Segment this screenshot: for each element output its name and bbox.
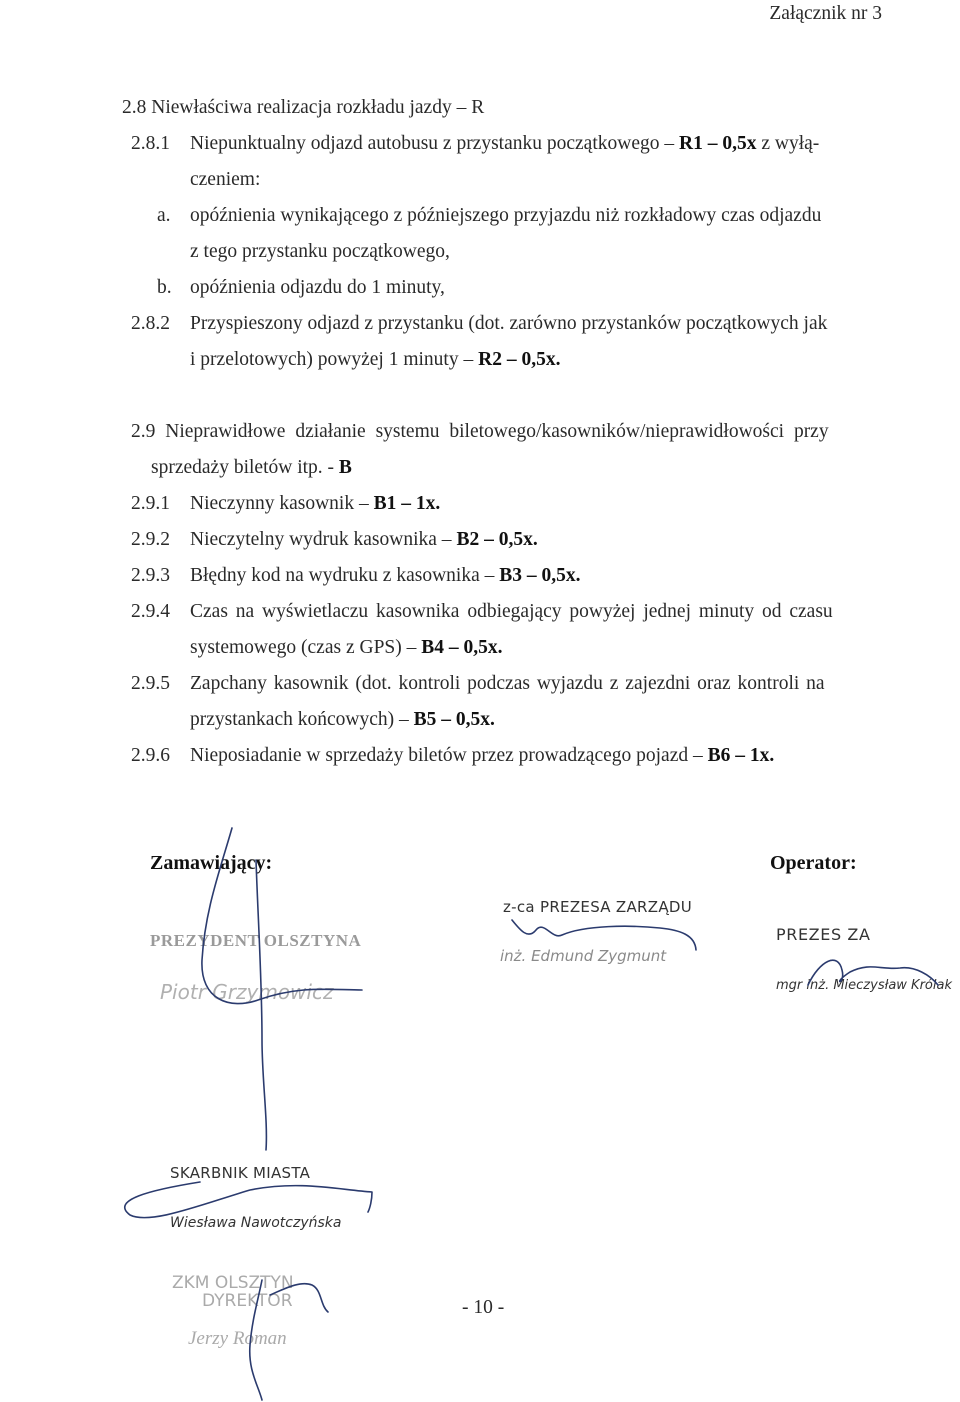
section-2-8-heading: 2.8 Niewłaściwa realizacja rozkładu jazdy – R (122, 97, 485, 118)
stamp-prezes-name: mgr inż. Mieczysław Królak (776, 978, 952, 993)
item-2-9-4-line2: systemowego (czas z GPS) – B4 – 0,5x. (190, 637, 503, 658)
stamp-vice-president: z-ca PREZESA ZARZĄDU (503, 898, 693, 916)
item-2-9-6-number: 2.9.6 (131, 745, 170, 766)
item-2-9-3-text: Błędny kod na wydruku z kasownika – B3 – 0,5x. (190, 565, 581, 586)
page-number: - 10 - (462, 1297, 505, 1318)
signature-zkm (250, 1280, 328, 1400)
signature-vice-president (512, 920, 696, 950)
item-2-9-2-text: Nieczytelny wydruk kasownika – B2 – 0,5x. (190, 529, 538, 550)
section-2-9-heading-line2: sprzedaży biletów itp. - B (151, 457, 352, 478)
item-a-label: a. (157, 205, 171, 226)
item-2-8-1-line2: czeniem: (190, 169, 261, 190)
item-2-8-2-line2: i przelotowych) powyżej 1 minuty – R2 – 0,5x. (190, 349, 561, 370)
annex-label: Załącznik nr 3 (769, 3, 882, 24)
signature-prezes (808, 960, 938, 985)
ordering-party-label: Zamawiający: (150, 852, 273, 874)
item-2-9-5-number: 2.9.5 (131, 673, 170, 694)
item-2-9-1-number: 2.9.1 (131, 493, 170, 514)
item-2-9-5-line1: Zapchany kasownik (dot. kontroli podczas wyjazdu z zajezdni oraz kontroli na (190, 673, 825, 694)
item-a-line2: z tego przystanku początkowego, (190, 241, 450, 262)
item-b-line1: opóźnienia odjazdu do 1 minuty, (190, 277, 445, 298)
item-2-9-2-number: 2.9.2 (131, 529, 170, 550)
item-2-9-3-number: 2.9.3 (131, 565, 170, 586)
stamp-zkm-line2: DYREKTOR (202, 1291, 293, 1311)
item-2-8-1-number: 2.8.1 (131, 133, 170, 154)
item-2-9-4-number: 2.9.4 (131, 601, 170, 622)
item-a-line1: opóźnienia wynikającego z późniejszego przyjazdu niż rozkładowy czas odjazdu (190, 205, 822, 226)
section-2-9-heading-line1: 2.9 Nieprawidłowe działanie systemu biletowego/kasowników/nieprawidłowości przy (131, 421, 829, 442)
item-b-label: b. (157, 277, 172, 298)
item-2-9-1-text: Nieczynny kasownik – B1 – 1x. (190, 493, 441, 514)
item-2-8-2-number: 2.8.2 (131, 313, 170, 334)
stamp-zkm-line1: ZKM OLSZTYN (172, 1273, 294, 1293)
item-2-8-2-line1: Przyspieszony odjazd z przystanku (dot. zarówno przystanków początkowych jak (190, 313, 828, 334)
stamp-prezes: PREZES ZA (776, 925, 871, 944)
item-2-9-4-line1: Czas na wyświetlaczu kasownika odbiegający powyżej jednej minuty od czasu (190, 601, 833, 622)
item-2-9-6-text: Nieposiadanie w sprzedaży biletów przez prowadzącego pojazd – B6 – 1x. (190, 745, 775, 766)
stamp-treasurer: SKARBNIK MIASTA (170, 1164, 311, 1182)
signature-treasurer (125, 1182, 372, 1218)
stamp-vice-president-name: inż. Edmund Zygmunt (500, 947, 667, 965)
stamp-president-name: Piotr Grzymowicz (160, 980, 334, 1004)
signature-president (202, 828, 362, 1150)
stamp-president: PREZYDENT OLSZTYNA (150, 931, 362, 950)
operator-label: Operator: (770, 852, 857, 874)
stamp-treasurer-name: Wiesława Nawotczyńska (170, 1215, 342, 1231)
item-2-9-5-line2: przystankach końcowych) – B5 – 0,5x. (190, 709, 495, 730)
stamp-zkm-name: Jerzy Roman (188, 1328, 287, 1349)
item-2-8-1-line1: Niepunktualny odjazd autobusu z przystanku początkowego – R1 – 0,5x z wyłą- (190, 133, 820, 154)
